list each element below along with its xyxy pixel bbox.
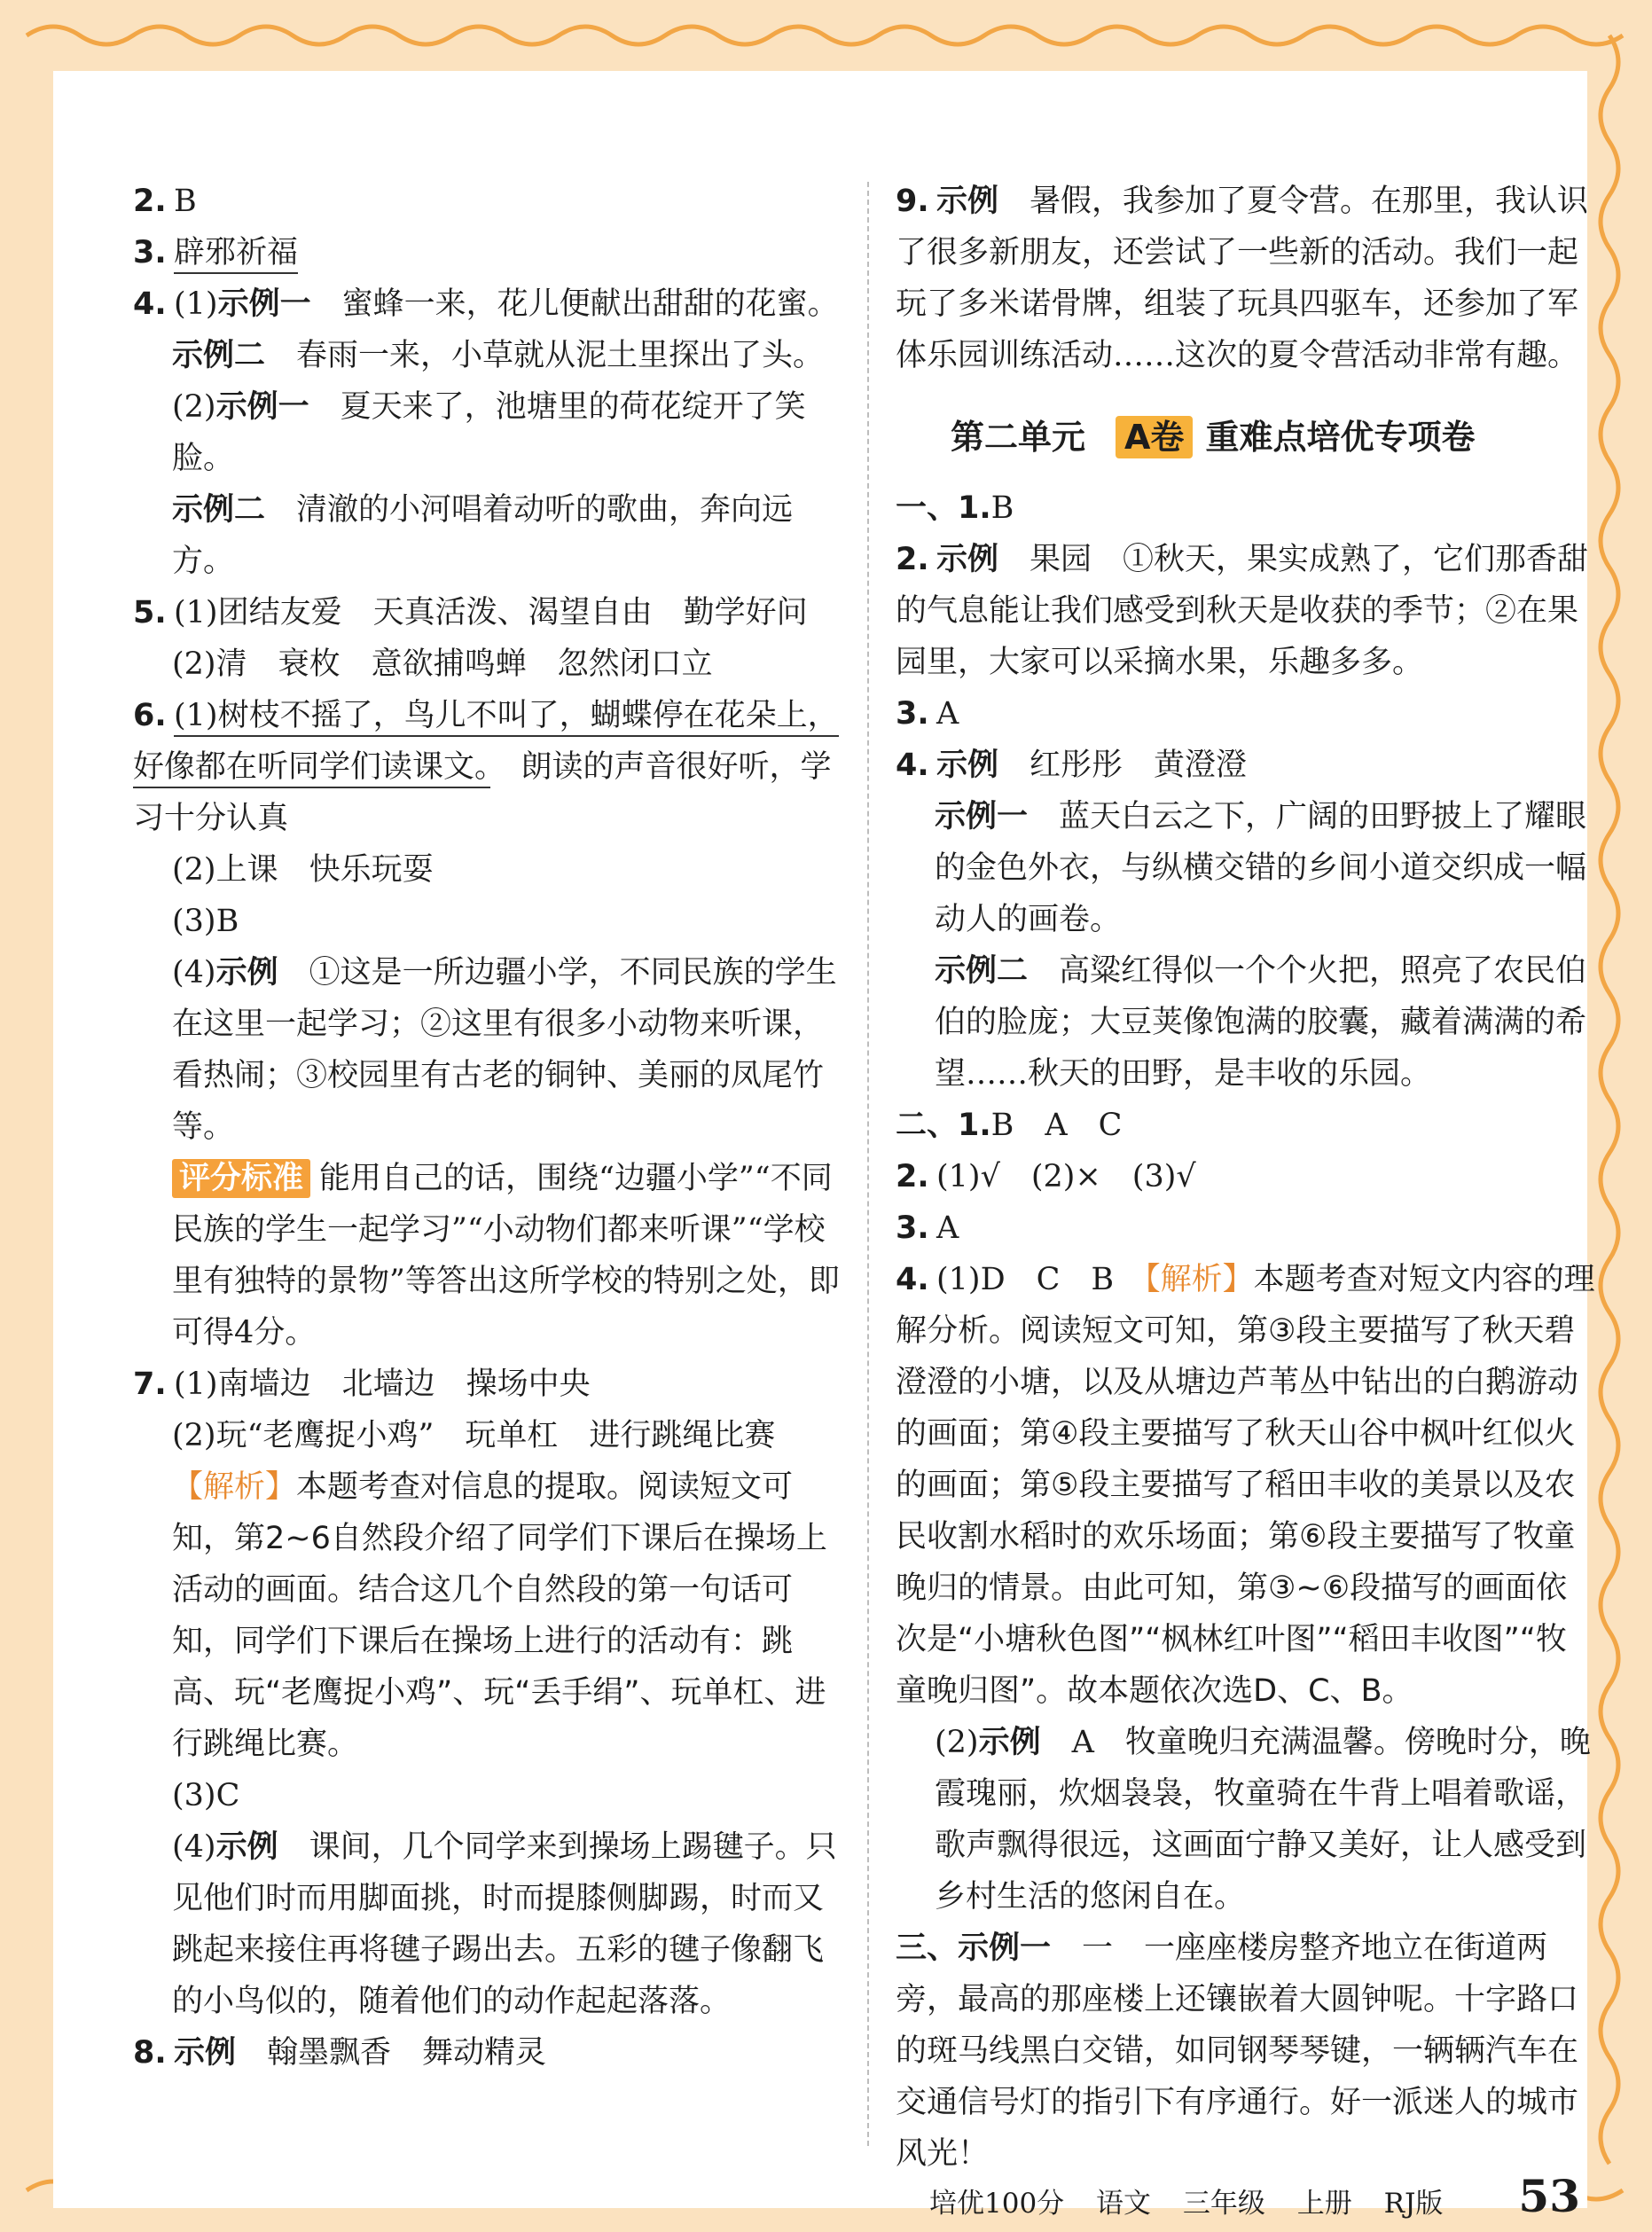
section1-answer-2 — [896, 534, 1596, 688]
unit-title: 第二单元 — [951, 418, 1086, 457]
part-label: (4) — [172, 955, 216, 991]
left-column — [133, 176, 842, 2079]
answer-text: (3)B — [172, 904, 239, 939]
example-label: 示例 — [936, 748, 999, 783]
column-divider — [867, 182, 869, 2146]
question-number: 2. — [133, 184, 167, 219]
answer-text: 课间，几个同学来到操场上踢毽子。只见他们时而用脚面挑，时而提膝侧脚踢，时而又跳起来接住再将毽子踢出去。五彩的毽子像翻飞的小鸟似的，随着他们的动作起起落落。 — [172, 1829, 837, 2019]
answer-5 — [133, 587, 842, 690]
section1-answer-4 — [896, 740, 1596, 1100]
section2-answer-2 — [896, 1151, 1596, 1202]
edition: RJ版 — [1383, 2188, 1444, 2220]
answer-text: 一 一座座楼房整齐地立在街道两旁，最高的那座楼上还镶嵌着大圆钟呢。十字路口的斑马线黑白交错，如同钢琴琴键，一辆辆汽车在交通信号灯的指引下有序通行。好一派迷人的城市风光！ — [896, 1930, 1579, 2172]
example-label: 示例一 — [958, 1930, 1052, 1966]
answer-text: (1)南墙边 北墙边 操场中央 — [174, 1367, 591, 1402]
unit-subtitle: 重难点培优专项卷 — [1205, 418, 1476, 457]
analysis-text: 本题考查对信息的提取。阅读短文可知，第2~6自然段介绍了同学们下课后在操场上活动的画面。结合这几个自然段的第一句话可知，同学们下课后在操场上进行的活动有：跳高、玩“老鹰捉小鸡”、玩“丢手绢”、玩单杠、进行跳绳比赛。 — [172, 1469, 827, 1762]
subject: 语文 — [1096, 2188, 1152, 2220]
section2-answer-4 — [896, 1254, 1596, 1923]
example-label: 示例一 — [217, 286, 311, 322]
example-label: 示例一 — [215, 389, 309, 425]
answer-text: (2)玩“老鹰捉小鸡” 玩单杠 进行跳绳比赛 — [172, 1418, 776, 1453]
analysis-tag: 【解析】 — [1145, 1262, 1254, 1297]
answer-text: ①这是一所边疆小学，不同民族的学生在这里一起学习；②这里有很多小动物来听课，看热闹；③校园里有古老的铜钟、美丽的凤尾竹等。 — [172, 955, 837, 1145]
answer-3 — [133, 227, 842, 278]
answer-text: (1)团结友爱 天真活泼、渴望自由 勤学好问 — [174, 595, 808, 630]
answer-8 — [133, 2027, 842, 2079]
question-number: 3. — [896, 696, 929, 732]
answer-text: 高粱红得似一个个火把，照亮了农民伯伯的脸庞；大豆荚像饱满的胶囊，藏着满满的希望……秋天的田野，是丰收的乐园。 — [935, 953, 1587, 1092]
question-number: 二、1. — [896, 1108, 991, 1143]
section2-answer-3 — [896, 1202, 1596, 1254]
answer-text: A 牧童晚归充满温馨。傍晚时分，晚霞瑰丽，炊烟袅袅，牧童骑在牛背上唱着歌谣，歌声飘得很远，这画面宁静又美好，让人感受到乡村生活的悠闲自在。 — [935, 1725, 1591, 1915]
question-number: 3. — [896, 1210, 929, 1246]
answer-text: (1)√ (2)× (3)√ — [936, 1159, 1196, 1194]
question-number: 三、 — [896, 1930, 959, 1966]
example-label: 示例 — [215, 955, 278, 991]
scoring-criteria-text: 能用自己的话，围绕“边疆小学”“不同民族的学生一起学习”“小动物们都来听课”“学校里有独特的景物”等答出这所学校的特别之处，即可得4分。 — [172, 1161, 840, 1351]
part-label: (2) — [172, 389, 216, 425]
question-number: 8. — [133, 2035, 167, 2071]
answer-text: 果园 ①秋天，果实成熟了，它们那香甜的气息能让我们感受到秋天是收获的季节；②在果园里，大家可以采摘水果，乐趣多多。 — [896, 542, 1589, 680]
part-label: (2) — [935, 1725, 979, 1760]
example-label: 示例 — [978, 1725, 1041, 1760]
analysis-text: 本题考查对短文内容的理解分析。阅读短文可知，第③段主要描写了秋天碧澄澄的小塘，以及从塘边芦苇丛中钻出的白鹅游动的画面；第④段主要描写了秋天山谷中枫叶红似火的画面；第⑤段主要描写了稻田丰收的美景以及农民收割水稻时的欢乐场面；第⑥段主要描写了牧童晚归的情景。由此可知，第③~⑥段描写的画面依次是“小塘秋色图”“枫林红叶图”“稻田丰收图”“牧童晚归图”。故本题依次选D、C、B。 — [896, 1262, 1595, 1709]
answer-9 — [896, 176, 1596, 381]
question-number: 6. — [133, 698, 167, 733]
example-label: 示例二 — [172, 492, 266, 528]
example-label: 示例 — [936, 184, 999, 219]
scoring-criteria-badge: 评分标准 — [172, 1159, 310, 1198]
example-label: 示例 — [215, 1829, 278, 1865]
answer-text: 红彤彤 黄澄澄 — [1030, 748, 1248, 783]
unit-heading — [951, 411, 1596, 463]
question-number: 3. — [133, 235, 167, 270]
question-number: 2. — [896, 1159, 929, 1194]
answer-text: 辟邪祈福 — [174, 235, 298, 274]
answer-text: 蓝天白云之下，广阔的田野披上了耀眼的金色外衣，与纵横交错的乡间小道交织成一幅动人的画卷。 — [935, 799, 1587, 937]
answer-text: 春雨一来，小草就从泥土里探出了头。 — [296, 338, 825, 373]
answer-4 — [133, 278, 842, 587]
question-number: 9. — [896, 184, 929, 219]
question-number: 4. — [896, 1262, 929, 1297]
example-label: 示例 — [174, 2035, 237, 2071]
answer-text: (1)D C B — [936, 1262, 1115, 1297]
answer-text: 清澈的小河唱着动听的歌曲，奔向远方。 — [172, 492, 794, 579]
answer-2 — [133, 176, 842, 227]
part-label: (4) — [172, 1829, 216, 1865]
question-number: 4. — [896, 748, 929, 783]
answer-text: 暑假，我参加了夏令营。在那里，我认识了很多新朋友，还尝试了一些新的活动。我们一起玩了多米诺骨牌，组装了玩具四驱车，还参加了军体乐园训练活动……这次的夏令营活动非常有趣。 — [896, 184, 1589, 373]
question-number: 7. — [133, 1367, 167, 1402]
underlined-answer: (1)树枝不摇了，鸟儿不叫了，蝴蝶停在花朵上，好像都在听同学们读课文。 — [133, 698, 839, 788]
volume: 上册 — [1296, 2188, 1352, 2220]
question-number: 2. — [896, 542, 929, 577]
page-footer — [929, 2170, 1603, 2230]
right-column — [896, 176, 1596, 2180]
answer-text: A — [936, 696, 959, 732]
question-number: 5. — [133, 595, 167, 630]
answer-text: 翰墨飘香 舞动精灵 — [267, 2035, 547, 2071]
paper-a-badge: A卷 — [1116, 416, 1193, 458]
grade: 三年级 — [1182, 2188, 1265, 2220]
answer-text: B — [990, 490, 1014, 526]
answer-text: (2)清 衰枚 意欲捕鸣蝉 忽然闭口立 — [172, 646, 713, 682]
section3-answer — [896, 1923, 1596, 2180]
book-title: 培优100分 — [929, 2188, 1065, 2220]
part-label: (1) — [174, 286, 218, 322]
answer-text: 夏天来了，池塘里的荷花绽开了笑脸。 — [172, 389, 806, 476]
answer-text: A — [936, 1210, 959, 1246]
section1-answer-3 — [896, 688, 1596, 740]
answer-6 — [133, 690, 842, 1359]
answer-7 — [133, 1359, 842, 2027]
example-label: 示例 — [936, 542, 999, 577]
answer-text: (2)上课 快乐玩耍 — [172, 852, 434, 888]
section1-answer-1 — [896, 482, 1596, 534]
example-label: 示例一 — [935, 799, 1029, 834]
page-content — [53, 71, 1595, 2222]
answer-text: B — [174, 184, 197, 219]
answer-text: 蜜蜂一来，花儿便献出甜甜的花蜜。 — [341, 286, 839, 322]
answer-text: B A C — [990, 1108, 1123, 1143]
answer-text: (3)C — [172, 1778, 240, 1813]
section2-answer-1 — [896, 1100, 1596, 1151]
answer-text: 朗读的声音很好听，学习十分认真 — [133, 749, 832, 836]
question-number: 一、1. — [896, 490, 991, 526]
example-label: 示例二 — [172, 338, 266, 373]
question-number: 4. — [133, 286, 167, 322]
example-label: 示例二 — [935, 953, 1029, 989]
page-number: 53 — [1518, 2170, 1580, 2222]
analysis-tag: 【解析】 — [172, 1469, 297, 1505]
